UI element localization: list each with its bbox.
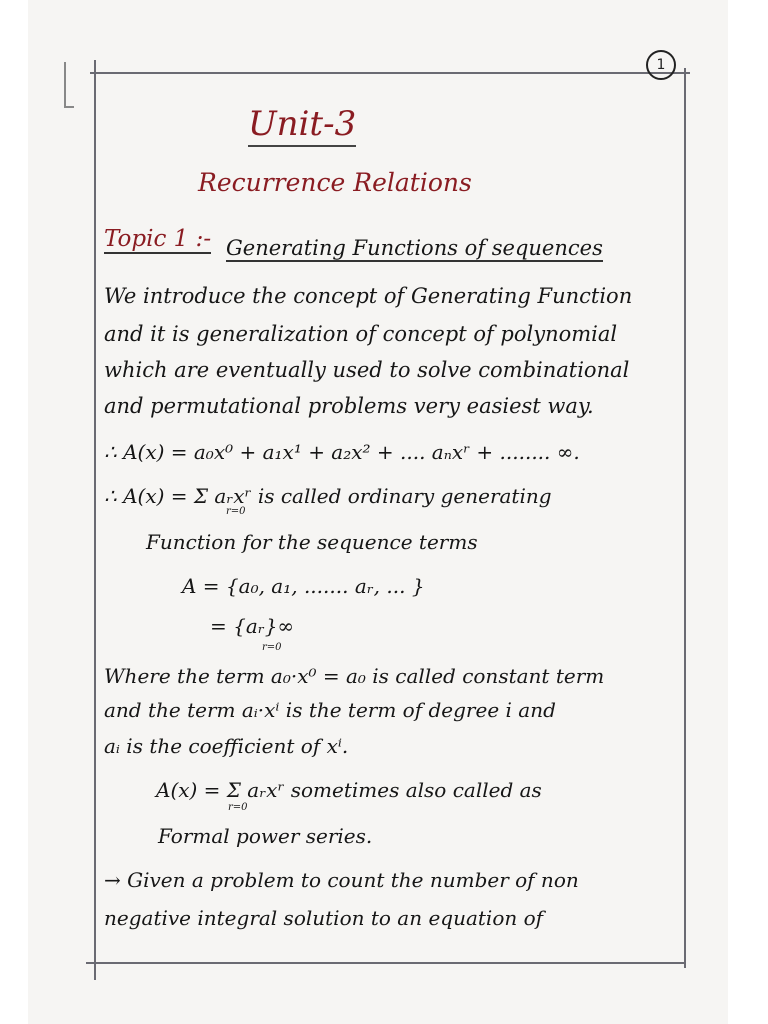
body-line-9: Formal power series. <box>158 824 373 848</box>
page-number: 1 <box>646 50 676 80</box>
body-line-3: which are eventually used to solve combinational <box>104 358 630 382</box>
body-line-11: negative integral solution to an equation of <box>104 906 544 930</box>
body-line-4: and permutational problems very easiest way. <box>104 394 594 418</box>
body-line-10: → Given a problem to count the number of non <box>104 868 579 892</box>
body-line-6: Where the term a₀·x⁰ = a₀ is called constant term <box>104 664 605 688</box>
formula-line-3: A(x) = Σ aᵣxʳ sometimes also called as <box>156 778 542 802</box>
chapter-subtitle: Recurrence Relations <box>198 168 472 197</box>
set-notation: = {aᵣ}∞ <box>210 614 295 638</box>
sum-index-2: r=0 <box>228 802 248 813</box>
set-index: r=0 <box>262 642 282 653</box>
bottom-margin-line <box>86 962 686 964</box>
set-definition: A = {a₀, a₁, ....... aᵣ, ... } <box>182 574 425 598</box>
left-margin-line <box>94 60 96 980</box>
right-margin-line <box>684 68 686 968</box>
formula-line-1: ∴ A(x) = a₀x⁰ + a₁x¹ + a₂x² + .... aₙxʳ + ........ ∞. <box>104 440 580 464</box>
body-line-5: Function for the sequence terms <box>146 530 478 554</box>
topic-heading: Generating Functions of sequences <box>226 236 603 260</box>
topic-label <box>104 226 211 252</box>
body-line-1: We introduce the concept of Generating Function <box>104 284 633 308</box>
formula-line-2: ∴ A(x) = Σ aᵣxʳ is called ordinary generating <box>104 484 552 508</box>
pen-mark <box>64 62 74 108</box>
top-margin-line <box>90 72 690 74</box>
unit-title: Unit-3 <box>248 104 356 147</box>
sum-index-1: r=0 <box>226 506 246 517</box>
body-line-8: aᵢ is the coefficient of xⁱ. <box>104 734 349 758</box>
body-line-7: and the term aᵢ·xⁱ is the term of degree i and <box>104 698 556 722</box>
body-line-2: and it is generalization of concept of polynomial <box>104 322 618 346</box>
topic-label-text: Topic 1 :- <box>104 226 212 252</box>
